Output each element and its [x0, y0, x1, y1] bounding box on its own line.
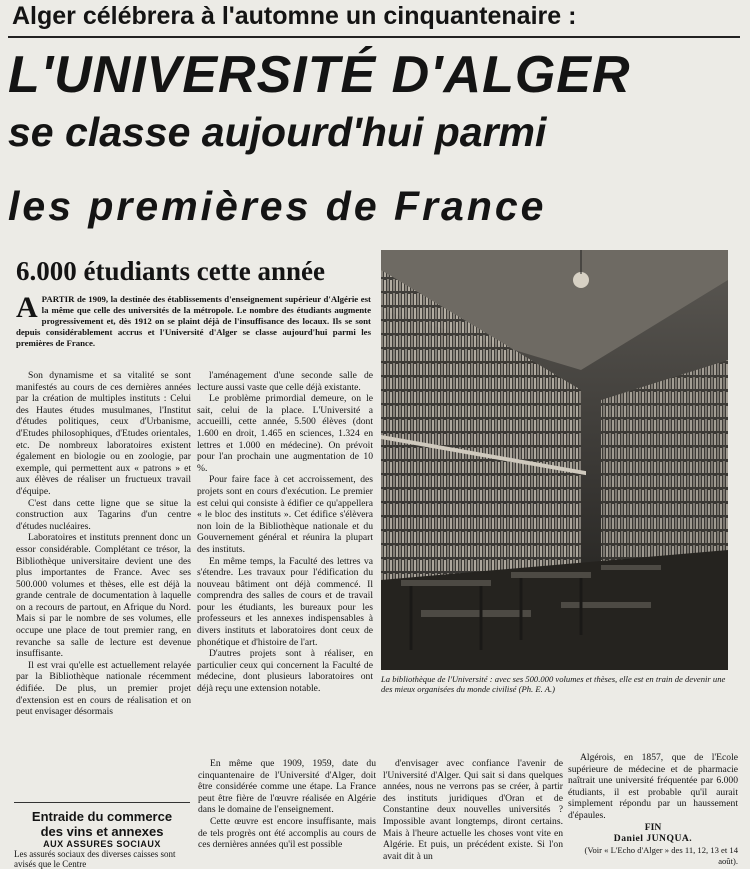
- main-headline: L'UNIVERSITÉ D'ALGER: [8, 46, 631, 104]
- sidebar-title-1: Entraide du commerce: [31, 809, 173, 824]
- headline-line-2: se classe aujourd'hui parmi: [8, 109, 547, 155]
- paragraph: C'est dans cette ligne que se situe la construction aux Tagarins d'un centre d'études nucléaires.: [16, 497, 191, 532]
- series-note: (Voir « L'Echo d'Alger » des 11, 12, 13 et 14 août).: [584, 844, 738, 867]
- article-bottom-column-1: [198, 758, 376, 851]
- paragraph: Laboratoires et instituts prennent donc un essor considérable. Complétant ce trésor, la Bibliothèque universitaire devient une des plus importantes de France. Avec ses 500.000 volumes et thèses, elle est déjà la grande centrale de documentation à laquelle on a recours de partout, en Afrique du Nord. Mais si par le nombre de ses volumes, elle occupe une place de tout premier rang, en revanche sa salle de lecture est devenue insuffisante.: [16, 532, 191, 660]
- article-column-1: [16, 370, 191, 718]
- library-photo-illustration: [381, 250, 728, 670]
- paragraph: d'envisager avec confiance l'avenir de l'Université d'Alger. Qui sait si dans quelques années, nous ne verrons pas se créer, à partir des instituts juridiques d'Oran et de Constantine deux nouvelles universités ? Impossible avant longtemps, diront certains. Mais à l'heure actuelle les choses vont vite en Algérie. Et puis, un précédent existe. Si l'on avait dit à un: [383, 758, 563, 862]
- paragraph: D'autres projets sont à réaliser, en particulier ceux qui concernent la Faculté de médecine, dont plusieurs laboratoires ont déjà reçu une extension notable.: [197, 648, 373, 695]
- article-column-2: [197, 370, 373, 695]
- author-name: Daniel JUNQUA.: [613, 833, 693, 845]
- paragraph: Le problème primordial demeure, on le sait, celui de la place. L'Université a accueilli, cette année, 5.500 élèves (dont 1.600 en droit, 1.465 en sciences, 1.324 en lettres et 1.000 en médecine). On prévoit pour l'an prochain une augmentation de 10 %.: [197, 393, 373, 474]
- sidebar-text: Les assurés sociaux des diverses caisses sont avisés que le Centre: [14, 849, 176, 869]
- paragraph: Algérois, en 1857, que de l'Ecole supérieure de médecine et de pharmacie naîtrait une université fréquentée par 6.000 étudiants, il est probable qu'il aurait simplement répondu par un haussement d'épaules.: [568, 752, 738, 821]
- article-bottom-column-3: [568, 752, 738, 868]
- headline-line-3: les premières de France: [8, 183, 547, 229]
- sidebar-subtitle: AUX ASSURES SOCIAUX: [43, 839, 161, 849]
- photo-caption: La bibliothèque de l'Université : avec ses 500.000 volumes et thèses, elle est en train de devenir une des mieux organisées du monde civilisé (Ph. E. A.): [381, 674, 726, 694]
- subheadline: 6.000 étudiants cette année: [16, 256, 325, 286]
- paragraph: En même que 1909, 1959, date du cinquantenaire de l'Université d'Alger, doit être considérée comme une étape. La France peut être fière de l'œuvre réalisée en Algérie dans le domaine de l'enseignement.: [198, 758, 376, 816]
- paragraph: Son dynamisme et sa vitalité se sont manifestés au cours de ces dernières années par la création de multiples instituts : Celui des Hautes études musulmanes, l'Institut d'études politiques, ceux d'Urbanisme, d'Etudes philosophiques, d'Etudes orientales, etc. De nombreux laboratoires existent également en biologie ou en zoologie, par exemple, qui permettent aux « patrons » et aux élèves de réaliser un fructueux travail d'équipe.: [16, 370, 191, 497]
- drop-cap: A: [16, 291, 38, 324]
- sidebar-notice: [14, 802, 190, 869]
- paragraph: En même temps, la Faculté des lettres va s'étendre. Les travaux pour l'édification du nouveau bâtiment ont déjà commencé. Il comprendra des salles de cours et de travail pour les étudiants, les bureaux pour les professeurs et les annexes indispensables à divers instituts et laboratoires dont ceux de phonétique et d'histoire de l'art.: [197, 555, 373, 648]
- author-signature: [568, 833, 738, 845]
- article-bottom-column-2: [383, 758, 563, 862]
- library-photo: [381, 250, 728, 670]
- kicker-headline: Alger célébrera à l'automne un cinquantenaire :: [12, 2, 577, 30]
- intro-text: PARTIR de 1909, la destinée des établissements d'enseignement supérieur d'Algérie est la même que celle des universités de la métropole. Le nombre des étudiants augmente progressivement et, dès 1912 on se plaint déjà de l'insuffisance des locaux. Ils se sont depuis considérablement accrus et l'Université d'Alger se classe aujourd'hui parmi les premières de France.: [16, 294, 371, 348]
- paragraph: Cette œuvre est encore insuffisante, mais de tels progrès ont été accomplis au cours de ces dernières années qu'il est possible: [198, 815, 376, 851]
- intro-paragraph: [16, 291, 371, 349]
- sidebar-title-2: des vins et annexes: [40, 824, 164, 839]
- paragraph: Il est vrai qu'elle est actuellement relayée par la Bibliothèque nationale récemment édifiée. De plus, un premier projet d'extension est en cours de réalisation et on peut envisager désormais: [16, 659, 191, 718]
- header-rule: [8, 36, 740, 38]
- paragraph: Pour faire face à cet accroissement, des projets sont en cours d'exécution. Le premier est celui qui consiste à édifier ce qu'appellera « le bloc des instituts ». Cet édifice s'élèvera non loin de la Bibliothèque nationale et du Gouvernement général et réunira la plupart des instituts.: [197, 474, 373, 555]
- paragraph: l'aménagement d'une seconde salle de lecture aussi vaste que celle déjà existante.: [197, 370, 373, 393]
- fin-marker: FIN: [644, 821, 662, 833]
